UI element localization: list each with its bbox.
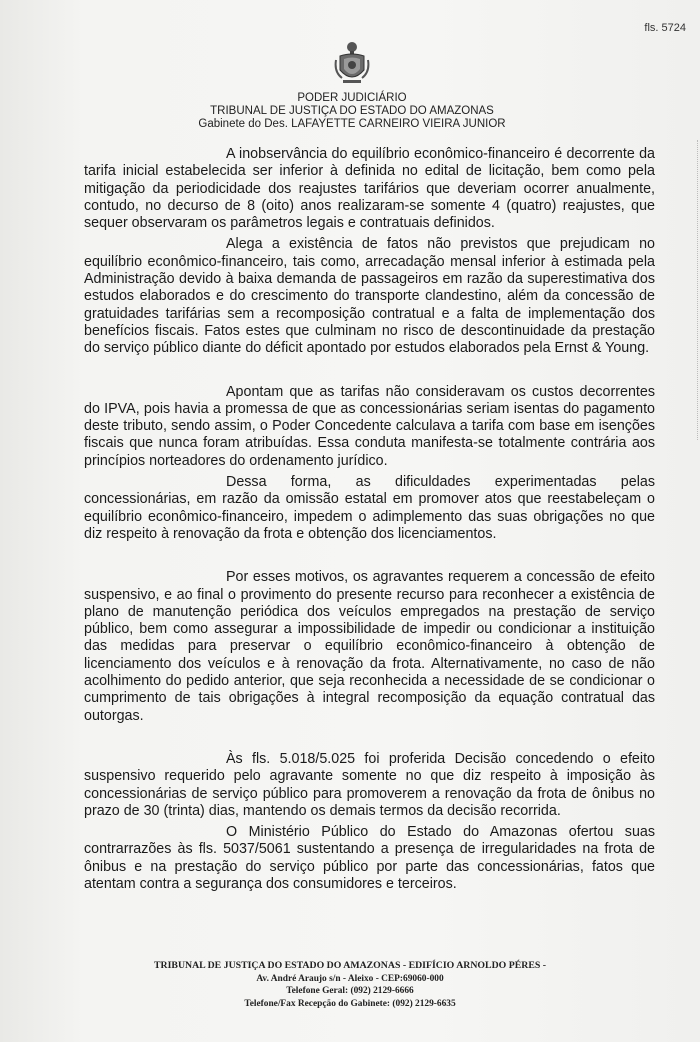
page-folio: fls. 5724 <box>644 22 686 34</box>
coat-of-arms-icon <box>334 40 370 86</box>
margin-stamp <box>691 140 698 440</box>
paragraph-2: Alega a existência de fatos não previstos que prejudicam no equilíbrio econômico-financeiro, tais como, arrecadação mensal inferior à estimada pela Administração devido à baixa demanda de passageiros em razão da superestimativa dos estudos elaborados e do crescimento do transporte clandestino, além da concessão de gratuidades tarifárias sem a recomposição contratual e a falta de implementação dos benefícios fiscais. Fatos estes que culminam no risco de descontinuidade da prestação do serviço público diante do déficit apontado por estudos elaborados pela Ernst & Young. <box>84 236 655 357</box>
footer-line-3: Telefone Geral: (092) 2129-6666 <box>286 986 414 996</box>
header-line-3: Gabinete do Des. LAFAYETTE CARNEIRO VIEIRA JUNIOR <box>198 118 506 130</box>
paragraph-5: Por esses motivos, os agravantes requerem a concessão de efeito suspensivo, e ao final o provimento do presente recurso para reconhecer a existência de plano de manutenção periódica dos veículos empregados na prestação de serviço público, bem como assegurar a impossibilidade de impedir ou condicionar a instituição das medidas para preservar o equilíbrio econômico-financeiro à obtenção de licenciamento dos veículos e à renovação da frota. Alternativamente, no caso de não acolhimento do pedido anterior, que seja reconhecida a necessidade de se condicionar o cumprimento de tais obrigações à integral recomposição da equação contratual das outorgas. <box>84 569 655 724</box>
paragraph-7: O Ministério Público do Estado do Amazonas ofertou suas contrarrazões às fls. 5037/5061 sustentando a presença de irregularidades na frota de ônibus e na prestação do serviço público por parte das concessionárias, fatos que atentam contra a segurança dos consumidores e terceiros. <box>84 824 655 892</box>
paragraph-3: Apontam que as tarifas não consideravam os custos decorrentes do IPVA, pois havia a promessa de que as concessionárias seriam isentas do pagamento deste tributo, sendo assim, o Poder Concedente calculava a tarifa com base em isenções fiscais que nunca foram atribuídas. Essa conduta manifesta-se totalmente contrária aos princípios norteadores do ordenamento jurídico. <box>84 383 655 469</box>
paragraph-1: A inobservância do equilíbrio econômico-financeiro é decorrente da tarifa inicial estabelecida ser inferior à definida no edital de licitação, bem como pela mitigação da periodicidade dos reajustes tarifários que deveriam ocorrer anualmente, contudo, no decurso de 8 (oito) anos realizaram-se somente 4 (quatro) reajustes, que sequer observaram os parâmetros legais e contratuais definidos. <box>84 146 655 232</box>
document-body <box>84 146 655 893</box>
paragraph-6: Às fls. 5.018/5.025 foi proferida Decisão concedendo o efeito suspensivo requerido pelo agravante somente no que diz respeito à imposição às concessionárias de serviço público para promoverem a renovação da frota de ônibus no prazo de 30 (trinta) dias, mantendo os demais termos da decisão recorrida. <box>84 750 655 819</box>
document-header <box>150 92 554 131</box>
document-footer <box>120 960 580 1010</box>
footer-line-2: Av. André Araujo s/n - Aleixo - CEP:69060-000 <box>256 973 444 984</box>
header-line-1: PODER JUDICIÁRIO <box>297 92 407 104</box>
footer-line-1: TRIBUNAL DE JUSTIÇA DO ESTADO DO AMAZONAS - EDIFÍCIO ARNOLDO PÉRES - <box>153 960 547 971</box>
header-line-2: TRIBUNAL DE JUSTIÇA DO ESTADO DO AMAZONAS <box>210 105 494 117</box>
footer-line-4: Telefone/Fax Recepção do Gabinete: (092) 2129-6635 <box>244 998 456 1009</box>
paragraph-4: Dessa forma, as dificuldades experimentadas pelas concessionárias, em razão da omissão estatal em promover atos que reestabeleçam o equilíbrio econômico-financeiro, impedem o adimplemento das suas obrigações no que diz respeito à renovação da frota e obtenção dos licenciamentos. <box>84 474 655 542</box>
